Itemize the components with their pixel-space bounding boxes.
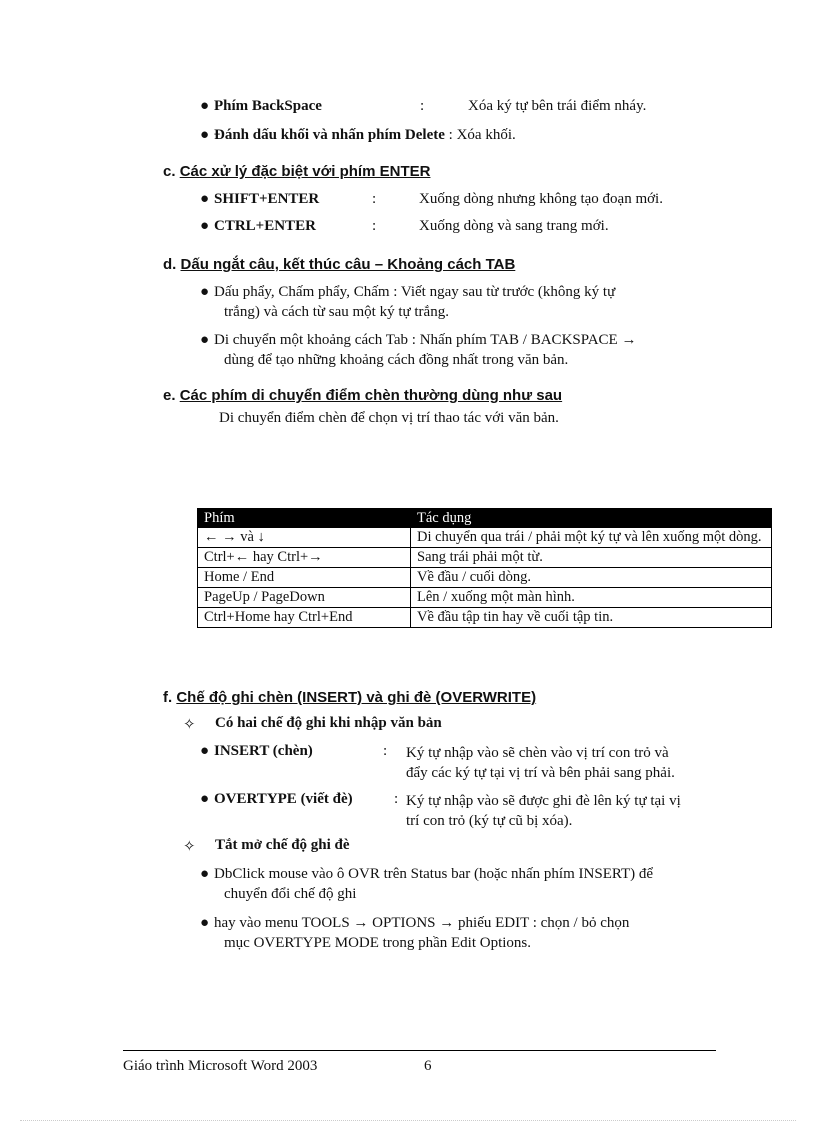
separator: : [372, 218, 377, 234]
diamond-bullet-icon: ✧ [183, 839, 196, 855]
section-letter: c. [163, 163, 176, 180]
table-cell-desc: Lên / xuống một màn hình. [411, 588, 772, 608]
key-label: Phím BackSpace [214, 98, 322, 114]
bullet-icon: ● [200, 127, 210, 143]
table-cell-key: Home / End [198, 568, 411, 588]
table-row [198, 588, 772, 608]
section-intro: Di chuyển điểm chèn để chọn vị trí thao tác với văn bản. [219, 410, 559, 426]
list-item [200, 913, 760, 953]
section-letter: d. [163, 256, 177, 273]
footer-divider [123, 1050, 716, 1051]
page-edge [20, 1120, 796, 1121]
section-title: Các phím di chuyển điểm chèn thường dùng như sau [179, 387, 563, 404]
line-1: Dấu phẩy, Chấm phẩy, Chấm : Viết ngay sau từ trước (không ký tự [214, 284, 616, 300]
bullet-icon: ● [200, 284, 210, 300]
line-2: trí con trỏ (ký tự cũ bị xóa). [406, 813, 573, 829]
table-cell-key: PageUp / PageDown [198, 588, 411, 608]
separator: : [420, 98, 425, 114]
section-letter: e. [163, 387, 176, 404]
subheading: Tắt mở chế độ ghi đè [215, 837, 350, 853]
diamond-bullet-icon: ✧ [183, 717, 196, 733]
table-cell-desc: Về đầu tập tin hay về cuối tập tin. [411, 608, 772, 628]
table-header: Tác dụng [411, 509, 772, 528]
line-2: chuyển đổi chế độ ghi [224, 886, 357, 902]
separator: : [448, 127, 453, 143]
description: Xóa khối. [456, 127, 516, 143]
separator: : [383, 743, 388, 759]
section-heading-e [163, 387, 562, 404]
bullet-icon: ● [200, 743, 210, 759]
bullet-icon: ● [200, 915, 210, 931]
description: Xuống dòng và sang trang mới. [419, 218, 609, 234]
line-1: Di chuyển một khoảng cách Tab : Nhấn phím TAB / BACKSPACE → [214, 332, 637, 348]
description [406, 791, 681, 831]
bullet-icon: ● [200, 98, 210, 114]
section-heading-c [163, 163, 430, 180]
table-cell-key: ← → và ↓ [198, 528, 411, 548]
key-label: CTRL+ENTER [214, 218, 316, 234]
bullet-icon: ● [200, 191, 210, 207]
bullet-icon: ● [200, 332, 210, 348]
table-row [198, 528, 772, 548]
line-1: DbClick mouse vào ô OVR trên Status bar (hoặc nhấn phím INSERT) để [214, 866, 654, 882]
table-row [198, 568, 772, 588]
section-heading-f [163, 689, 536, 706]
bullet-icon: ● [200, 218, 210, 234]
list-item [200, 127, 516, 144]
line-1: Ký tự nhập vào sẽ chèn vào vị trí con trỏ và [406, 745, 669, 761]
table-header: Phím [198, 509, 411, 528]
line-1: hay vào menu TOOLS → OPTIONS → phiếu EDIT : chọn / bỏ chọn [214, 915, 630, 931]
table-cell-desc: Di chuyển qua trái / phải một ký tự và lên xuống một dòng. [411, 528, 772, 548]
list-item [200, 191, 319, 208]
subheading: Có hai chế độ ghi khi nhập văn bản [215, 715, 442, 731]
list-item [200, 98, 322, 115]
section-letter: f. [163, 689, 173, 706]
description: Xóa ký tự bên trái điểm nháy. [468, 98, 647, 114]
list-item [200, 218, 316, 235]
bullet-icon: ● [200, 866, 210, 882]
list-item [200, 743, 313, 760]
table-header-row [198, 509, 772, 528]
list-item [200, 330, 720, 370]
key-label: OVERTYPE (viết đè) [214, 791, 353, 807]
table-cell-desc: Sang trái phải một từ. [411, 548, 772, 568]
section-title: Dấu ngắt câu, kết thúc câu – Khoảng cách TAB [180, 256, 516, 273]
line-2: mục OVERTYPE MODE trong phần Edit Options. [224, 935, 531, 951]
separator: : [372, 191, 377, 207]
description: Xuống dòng nhưng không tạo đoạn mới. [419, 191, 663, 207]
list-item [200, 791, 353, 808]
separator: : [394, 791, 399, 807]
section-title: Các xử lý đặc biệt với phím ENTER [179, 163, 431, 180]
line-1: Ký tự nhập vào sẽ được ghi đè lên ký tự tại vị [406, 793, 681, 809]
list-item [200, 282, 720, 322]
description [406, 743, 675, 783]
footer-title: Giáo trình Microsoft Word 2003 [123, 1058, 318, 1074]
list-item [200, 864, 760, 904]
table-row [198, 548, 772, 568]
table-cell-key: Ctrl+Home hay Ctrl+End [198, 608, 411, 628]
table-cell-desc: Về đầu / cuối dòng. [411, 568, 772, 588]
line-2: trắng) và cách từ sau một ký tự trắng. [224, 304, 449, 320]
section-title: Chế độ ghi chèn (INSERT) và ghi đè (OVERWRITE) [176, 689, 537, 706]
bullet-icon: ● [200, 791, 210, 807]
line-2: đẩy các ký tự tại vị trí và bên phải sang phải. [406, 765, 675, 781]
line-2: dùng để tạo những khoảng cách đồng nhất trong văn bản. [224, 352, 569, 368]
key-label: INSERT (chèn) [214, 743, 313, 759]
section-heading-d [163, 256, 515, 273]
table-cell-key: Ctrl+← hay Ctrl+→ [198, 548, 411, 568]
key-label: Đánh dấu khối và nhấn phím Delete [214, 127, 445, 143]
key-table [197, 508, 772, 628]
key-label: SHIFT+ENTER [214, 191, 320, 207]
page-number: 6 [424, 1058, 432, 1074]
table-row [198, 608, 772, 628]
